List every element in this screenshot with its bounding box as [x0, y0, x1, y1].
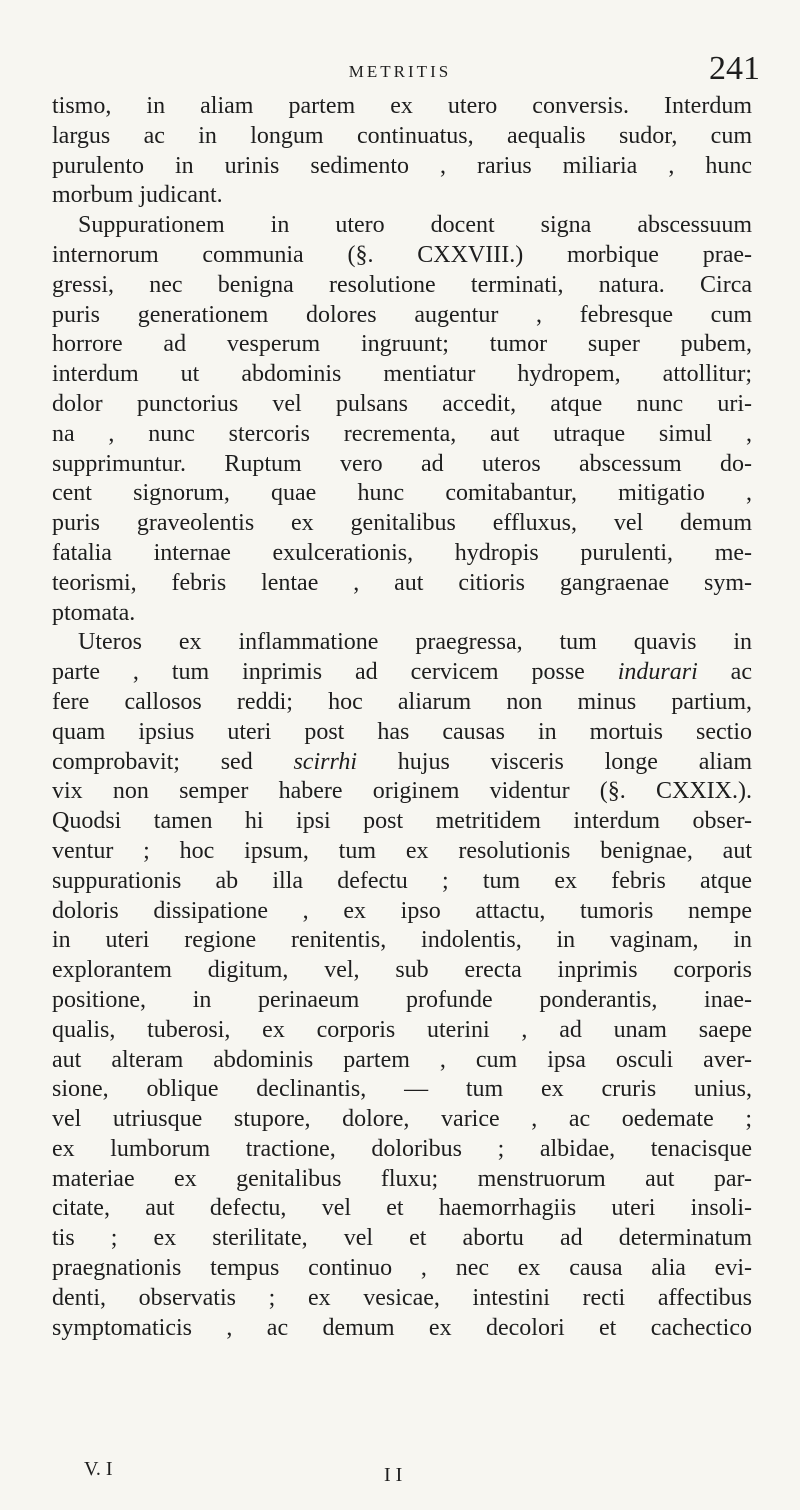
text-line: Uteros ex inflammatione praegressa, tum quavis in	[78, 629, 752, 656]
text-line: cent signorum, quae hunc comitabantur, mitigatio ,	[52, 480, 752, 507]
text-line: parte , tum inprimis ad cervicem posse indurari ac	[52, 659, 752, 686]
text-line: praegnationis tempus continuo , nec ex causa alia evi-	[52, 1255, 752, 1282]
text-line: ptomata.	[52, 599, 136, 626]
running-title: METRITIS	[348, 62, 452, 81]
text-line: aut alteram abdominis partem , cum ipsa osculi aver-	[52, 1046, 752, 1073]
text-line: sione, oblique declinantis, — tum ex cruris unius,	[52, 1076, 752, 1103]
page-footer	[52, 1458, 752, 1488]
text-line: comprobavit; sed scirrhi hujus visceris longe aliam	[52, 748, 752, 775]
text-line: ventur ; hoc ipsum, tum ex resolutionis benignae, aut	[52, 837, 752, 864]
text-line: doloris dissipatione , ex ipso attactu, tumoris nempe	[52, 897, 752, 924]
text-line: puris graveolentis ex genitalibus effluxus, vel demum	[52, 510, 752, 537]
text-line: symptomaticis , ac demum ex decolori et cachectico	[52, 1314, 752, 1341]
text-line: morbum judicant.	[52, 182, 223, 209]
text-line: supprimuntur. Ruptum vero ad uteros abscessum do-	[52, 450, 752, 477]
text-line: Quodsi tamen hi ipsi post metritidem interdum obser-	[52, 808, 752, 835]
text-line: gressi, nec benigna resolutione terminati, natura. Circa	[52, 271, 752, 298]
text-line: suppurationis ab illa defectu ; tum ex febris atque	[52, 867, 752, 894]
text-line: internorum communia (§. CXXVIII.) morbique prae-	[52, 241, 752, 268]
page-number: 241	[709, 50, 760, 87]
text-line: citate, aut defectu, vel et haemorrhagiis uteri insoli-	[52, 1195, 752, 1222]
text-line: largus ac in longum continuatus, aequalis sudor, cum	[52, 122, 752, 149]
running-head	[40, 48, 760, 88]
text-line: materiae ex genitalibus fluxu; menstruorum aut par-	[52, 1165, 752, 1192]
emphasis: indurari	[617, 659, 698, 686]
text-line: na , nunc stercoris recrementa, aut utraque simul ,	[52, 420, 752, 447]
text-line: qualis, tuberosi, ex corporis uterini , ad unam saepe	[52, 1016, 752, 1043]
body-text	[52, 92, 752, 1343]
text-line: fere callosos reddi; hoc aliarum non minus partium,	[52, 688, 752, 715]
text-line: quam ipsius uteri post has causas in mortuis sectio	[52, 718, 752, 745]
text-line: positione, in perinaeum profunde ponderantis, inae-	[52, 986, 752, 1013]
text-line: denti, observatis ; ex vesicae, intestini recti affectibus	[52, 1284, 752, 1311]
text-line: explorantem digitum, vel, sub erecta inprimis corporis	[52, 957, 752, 984]
text-line: tismo, in aliam partem ex utero conversis. Interdum	[52, 93, 752, 119]
text-line: puris generationem dolores augentur , febresque cum	[52, 301, 752, 328]
text-line: horrore ad vesperum ingruunt; tumor super pubem,	[52, 331, 752, 358]
catchword: I I	[384, 1464, 403, 1486]
text-line: teorismi, febris lentae , aut citioris gangraenae sym-	[52, 569, 752, 596]
text-line: Suppurationem in utero docent signa abscessuum	[78, 212, 752, 239]
text-line: vix non semper habere originem videntur (§. CXXIX.).	[52, 778, 752, 805]
text-line: in uteri regione renitentis, indolentis, in vaginam, in	[52, 927, 752, 954]
signature-mark: V. I	[84, 1458, 113, 1480]
text-line: dolor punctorius vel pulsans accedit, atque nunc uri-	[52, 390, 752, 417]
emphasis: scirrhi	[293, 748, 358, 775]
text-line: vel utriusque stupore, dolore, varice , ac oedemate ;	[52, 1106, 752, 1133]
text-line: fatalia internae exulcerationis, hydropis purulenti, me-	[52, 539, 752, 566]
text-line: tis ; ex sterilitate, vel et abortu ad determinatum	[52, 1225, 752, 1252]
text-line: ex lumborum tractione, doloribus ; albidae, tenacisque	[52, 1135, 752, 1162]
text-line: interdum ut abdominis mentiatur hydropem, attollitur;	[52, 361, 752, 388]
text-line: purulento in urinis sedimento , rarius miliaria , hunc	[52, 152, 752, 179]
